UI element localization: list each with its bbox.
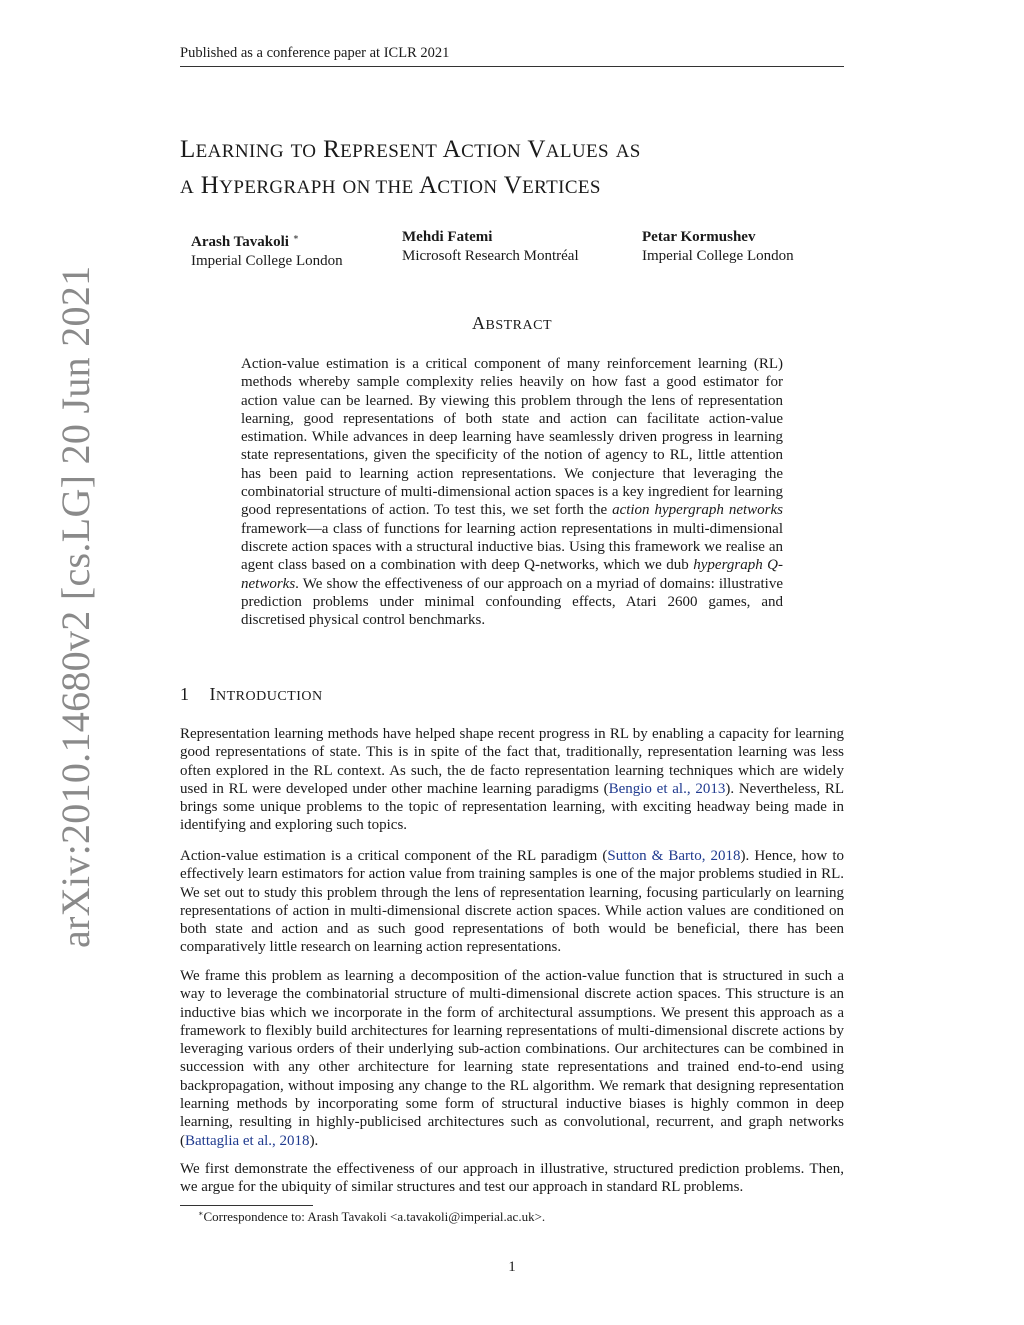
paragraph-2: Action-value estimation is a critical component of the RL paradigm (Sutton & Barto, 2018). Hence, how to effectively learn estimators for action value from training samples is one of the major problems studied in RL. We set out to study this problem through the lens of representation learning, focusing particularly on learning representations of action in multi-dimensional discrete action spaces. While action values are conditioned on both state and action and as such good representations of both would be beneficial, there has been comparatively little research on learning action representations.: [180, 848, 844, 956]
title-line-1: LEARNING TO REPRESENT ACTION VALUES AS: [180, 136, 641, 163]
footnote-rule: [180, 1205, 313, 1206]
footnote-mark: ∗: [292, 232, 299, 242]
paragraph-4: We first demonstrate the effectiveness of our approach in illustrative, structured prediction problems. Then, we argue for the ubiquity of similar structures and test our approach in standard RL problems.: [180, 1161, 844, 1196]
abstract-heading: ABSTRACT: [471, 313, 552, 333]
title-line-2: A HYPERGRAPH ON THE ACTION VERTICES: [180, 172, 601, 199]
citation-link[interactable]: Bengio et al., 2013: [608, 780, 726, 797]
paper-title: [180, 133, 844, 205]
author-name: Arash Tavakoli: [191, 234, 289, 250]
section-heading-introduction: 1 INTRODUCTION: [180, 684, 323, 704]
paragraph-1: Representation learning methods have helped shape recent progress in RL by enabling a capacity for learning good representations of state. This is in spite of the fact that, traditionally, representation learning was less often explored in the RL context. As such, the de facto representation learning techniques which are widely used in RL were developed under other machine learning paradigms (Bengio et al., 2013). Nevertheless, RL brings some unique problems to the topic of representation learning, with exciting headway being made in identifying and exploring such topics.: [180, 726, 844, 834]
author-name: Mehdi Fatemi: [402, 229, 493, 245]
footnote-mark: ∗: [198, 1209, 204, 1218]
author-block-2: [402, 228, 579, 266]
author-block-1: [191, 228, 343, 271]
citation-link[interactable]: Sutton & Barto, 2018: [607, 848, 741, 864]
author-affiliation: Imperial College London: [191, 253, 343, 269]
arxiv-identifier: arXiv:2010.14680v2 [cs.LG] 20 Jun 2021: [53, 265, 98, 948]
running-head: Published as a conference paper at ICLR 2021: [180, 45, 844, 67]
page-number: 1: [508, 1259, 516, 1275]
emphasis: action hypergraph networks: [612, 502, 783, 519]
abstract-text: Action-value estimation is a critical component of many reinforcement learning (RL) methods whereby sample complexity relies heavily on how fast a good estimator for action value can be learned. By viewing this problem through the lens of representation learning, good representations of both state and action can facilitate action-value estimation. While advances in deep learning have seamlessly driven progress in learning state representations, given the specificity of the notion of agency to RL, little attention has been paid to learning action representations. We conjecture that leveraging the combinatorial structure of multi-dimensional action spaces is a key ingredient for learning good representations of action. To test this, we set forth the action hypergraph networks framework—a class of functions for learning action representations in multi-dimensional discrete action spaces with a structural inductive bias. Using this framework we realise an agent class based on a combination with deep Q-networks, which we dub hypergraph Q-networks. We show the effectiveness of our approach on a myriad of domains: illustrative prediction problems under minimal confounding effects, Atari 2600 games, and discretised physical control benchmarks.: [241, 356, 783, 629]
author-affiliation: Microsoft Research Montréal: [402, 248, 579, 264]
author-block-3: [642, 228, 794, 266]
citation-link[interactable]: Battaglia et al., 2018: [185, 1132, 310, 1149]
author-affiliation: Imperial College London: [642, 248, 794, 264]
section-number: 1: [180, 684, 190, 704]
author-name: Petar Kormushev: [642, 229, 756, 245]
footnote: ∗Correspondence to: Arash Tavakoli <a.tavakoli@imperial.ac.uk>.: [198, 1209, 546, 1224]
paragraph-3: We frame this problem as learning a decomposition of the action-value function that is structured in such a way to leverage the combinatorial structure of multi-dimensional discrete action spaces. This structure is an inductive bias which we incorporate in the form of architectural assumptions. We present this approach as a framework to flexibly build architectures for learning representations of multi-dimensional discrete actions by leveraging various orders of their underlying sub-action combinations. Our architectures can be combined in succession with any other architecture for learning state representations and trained end-to-end using backpropagation, without imposing any change to the RL algorithm. We remark that designing representation learning methods by incorporating some form of structural inductive biases is highly common in deep learning, resulting in highly-publicised architectures such as convolutional, recurrent, and graph networks (Battaglia et al., 2018).: [180, 968, 844, 1149]
emphasis: hypergraph Q-networks: [241, 557, 783, 592]
